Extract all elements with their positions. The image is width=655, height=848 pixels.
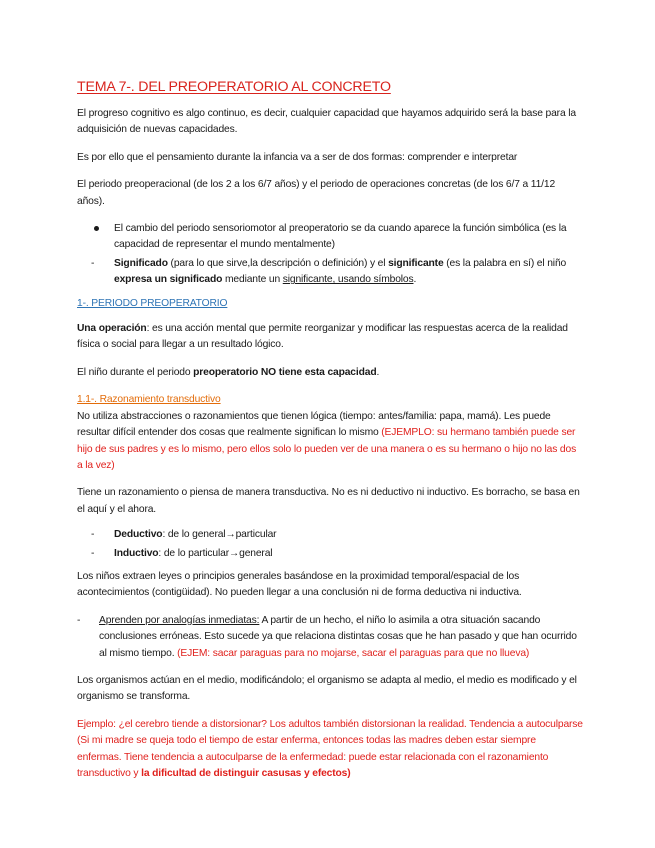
list-item-inductivo	[77, 546, 583, 562]
text-fragment: : de lo particular→general	[158, 547, 273, 559]
page-title: TEMA 7-. DEL PREOPERATORIO AL CONCRETO	[77, 79, 391, 95]
text-fragment: El niño durante el periodo	[77, 366, 194, 378]
term-no-capacidad: preoperatorio NO tiene esta capacidad	[193, 366, 377, 378]
text-fragment: (para lo que sirve,la descripción o definición) y el	[167, 257, 389, 269]
text-fragment: (es la palabra en sí) el niño	[443, 257, 567, 269]
text-fragment: mediante un	[222, 274, 283, 286]
subsection-heading-transductivo: 1.1-. Razonamiento transductivo	[77, 394, 221, 406]
text-fragment: : de lo general→particular	[162, 529, 277, 541]
example-text: (EJEMPLO: su hermano también puede ser hijo de sus padres y es lo mismo, pero ellos solo lo pueden ver de una manera o es su hermano o hijo no las dos a la vez)	[77, 427, 577, 471]
dash-marker: -	[91, 547, 95, 559]
example-text: Ejemplo: ¿el cerebro tiende a distorsionar? Los adultos también distorsionan la realidad. Tendencia a autoculparse (Si mi madre se queja todo el tiempo de estar enferma, entonces todas las madres deben estar siempre enfermas. Tiene tendencia a autoculparse de la enfermedad: puede estar relacionada con el razonamiento transductivo y	[77, 718, 583, 779]
list-item-funcion-simbolica	[77, 221, 583, 254]
term-analogias: Aprenden por analogías inmediatas:	[99, 614, 260, 626]
list-item-deductivo	[77, 527, 583, 543]
term-deductivo: Deductivo	[114, 529, 163, 541]
dash-marker: -	[91, 529, 95, 541]
bullet-list	[77, 221, 583, 289]
section-heading-preoperatorio: 1-. PERIODO PREOPERATORIO	[77, 297, 228, 309]
paragraph-nino-capacidad	[77, 365, 583, 381]
deductive-inductive-list	[77, 527, 583, 562]
term-expresa: expresa un significado	[114, 274, 223, 286]
term-inductivo: Inductivo	[114, 547, 159, 559]
text-fragment: : es una acción mental que permite reorganizar y modificar las respuestas acerca de la realidad física o social para llegar a un resultado lógico.	[77, 323, 568, 351]
paragraph-progreso: El progreso cognitivo es algo continuo, es decir, cualquier capacidad que hayamos adquirido será la base para la adquisición de nuevas capacidades.	[77, 108, 576, 136]
paragraph-organismos: Los organismos actúan en el medio, modificándolo; el organismo se adapta al medio, el medio es modificado y el organismo se transforma.	[77, 674, 577, 703]
paragraph-operacion	[77, 321, 583, 354]
paragraph-ejemplo	[77, 717, 583, 783]
text-fragment: No utiliza abstracciones o razonamientos que tienen lógica (tiempo: antes/familia: papa, mamá). Les puede resultar difícil entender dos cosas que realmente significan lo mismo	[77, 410, 551, 439]
term-significante: significante	[388, 257, 444, 269]
list-item-text: El cambio del periodo sensoriomotor al preoperatorio se da cuando aparece la función simbólica (es la capacidad de representar el mundo mentalmente)	[114, 223, 567, 251]
term-simbolos: significante, usando símbolos	[282, 274, 414, 286]
bullet-dot-icon	[94, 226, 99, 231]
paragraph-razonamiento: Tiene un razonamiento o piensa de manera transductiva. No es ni deductivo ni inductivo. Es borracho, se basa en el aquí y el ahora.	[77, 487, 580, 515]
term-operacion: Una operación	[77, 323, 147, 335]
example-bold-text: la dificultad de distinguir casusas y efectos)	[141, 768, 351, 779]
dash-marker: -	[77, 614, 81, 626]
text-fragment: A partir de un hecho, el niño lo asimila a otra situación sacando conclusiones erróneas. Esto sucede ya que relaciona distintas cosas que he han pasado y que han ocurrido al mismo tiempo.	[99, 614, 577, 659]
paragraph-periodos: El periodo preoperacional (de los 2 a los 6/7 años) y el periodo de operaciones concretas (de los 6/7 a 11/12 años).	[77, 179, 556, 207]
paragraph-leyes: Los niños extraen leyes o principios generales basándose en la proximidad temporal/espacial de los acontecimientos (contigüidad). No pueden llegar a una conclusión ni de forma deductiva ni inductiva.	[77, 570, 522, 599]
paragraph-transductivo	[77, 409, 583, 475]
term-significado: Significado	[114, 257, 168, 269]
example-text: (EJEM: sacar paraguas para no mojarse, sacar el paraguas para que no llueva)	[177, 647, 530, 659]
list-item-analogias	[77, 613, 583, 662]
text-fragment: .	[376, 366, 380, 378]
text-fragment: .	[413, 274, 417, 286]
dash-marker: -	[91, 257, 95, 269]
list-item-significado	[77, 256, 583, 289]
paragraph-pensamiento: Es por ello que el pensamiento durante la infancia va a ser de dos formas: comprender e interpretar	[77, 151, 518, 163]
